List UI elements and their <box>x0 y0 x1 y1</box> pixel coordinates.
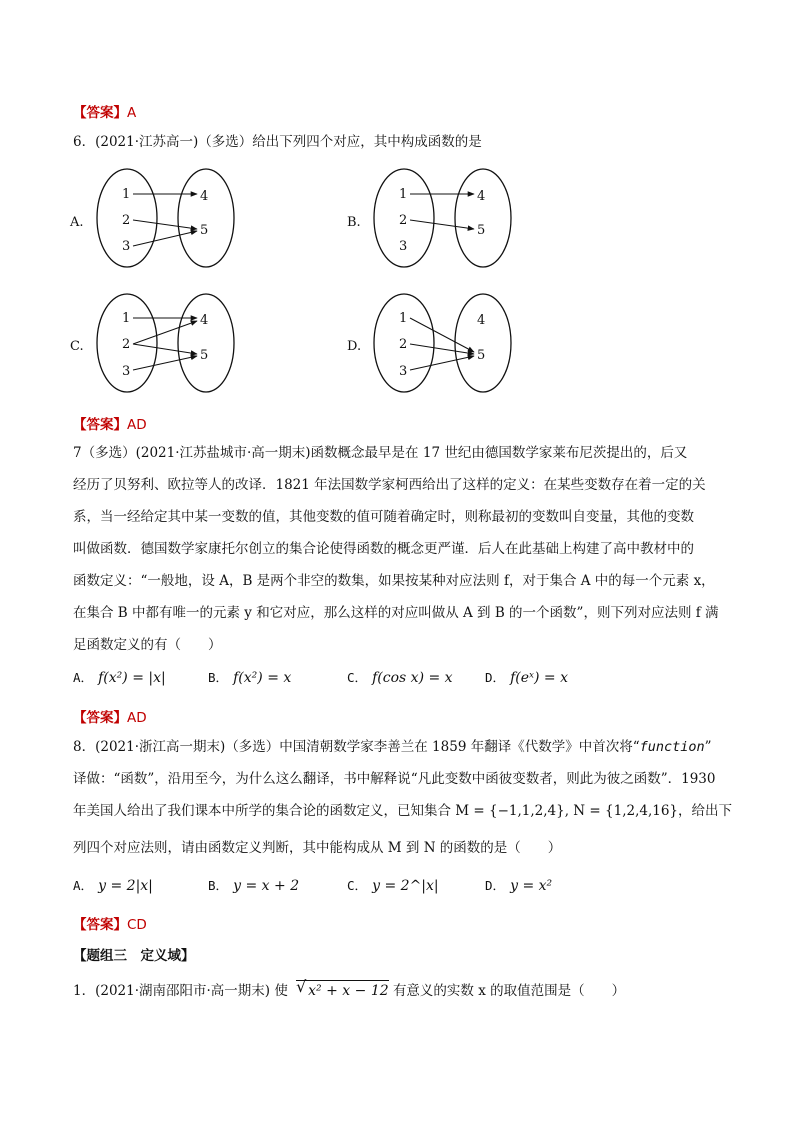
q8-line-3: 年美国人给出了我们课本中所学的集合论的函数定义，已知集合 M = {−1,1,2,4}, N = {1,2,4,16}，给出下 <box>73 803 733 819</box>
c-left-1: 1 <box>122 311 131 326</box>
option-label: D． <box>485 878 506 893</box>
q7-option-d <box>485 667 568 686</box>
diagram-a-label: A. <box>70 215 84 230</box>
option-label: D． <box>485 670 506 685</box>
q1-sqrt <box>296 977 389 1001</box>
q8-line-1 <box>73 737 712 757</box>
answer-value: AD <box>127 710 147 726</box>
a-right-4: 4 <box>200 189 209 204</box>
q1-radicand: x² + x − 12 <box>308 983 389 999</box>
d-left-2: 2 <box>399 337 408 352</box>
q8-line-1-close: ” <box>704 739 712 755</box>
c-right-5: 5 <box>200 348 209 363</box>
option-expr: y = x + 2 <box>233 878 300 894</box>
option-label: A． <box>73 670 94 685</box>
diagram-b-label: B. <box>347 215 361 230</box>
diagram-d <box>347 294 511 392</box>
q7-line-6: 在集合 B 中都有唯一的元素 y 和它对应，那么这样的对应叫做从 A 到 B 的一个函数”，则下列对应法则 f 满 <box>73 605 719 621</box>
answer-line-q7 <box>73 706 147 726</box>
q8-function-word: function <box>639 739 705 755</box>
section-title: 【题组三 定义域】 <box>73 948 195 964</box>
option-label: B． <box>208 878 229 893</box>
option-label: C． <box>347 878 368 893</box>
answer-tag: 【答案】 <box>73 710 127 726</box>
a-left-1: 1 <box>122 187 131 202</box>
answer-tag: 【答案】 <box>73 917 127 933</box>
option-label: B． <box>208 670 229 685</box>
q7-option-a <box>73 667 166 686</box>
d-right-4: 4 <box>477 313 486 328</box>
sqrt-icon: √ <box>296 977 307 996</box>
d-right-5: 5 <box>477 348 486 363</box>
q8-option-b <box>208 875 299 894</box>
q8-option-d <box>485 875 552 894</box>
option-expr: f(x²) = |x| <box>98 670 166 686</box>
b-right-4: 4 <box>477 189 486 204</box>
option-expr: y = 2|x| <box>98 878 153 894</box>
q8-option-a <box>73 875 153 894</box>
answer-line-q8 <box>73 913 147 933</box>
b-left-2: 2 <box>399 213 408 228</box>
q7-line-1: 7（多选）(2021·江苏盐城市·高一期末)函数概念最早是在 17 世纪由德国数学家莱布尼茨提出的，后又 <box>73 445 688 461</box>
answer-value: A <box>127 105 137 121</box>
d-left-1: 1 <box>399 311 408 326</box>
q6-stem: 6．(2021·江苏高一)（多选）给出下列四个对应，其中构成函数的是 <box>73 134 482 150</box>
diagram-c-label: C. <box>70 339 84 354</box>
option-label: A． <box>73 878 94 893</box>
option-expr: y = 2^|x| <box>372 878 439 894</box>
answer-value: CD <box>127 917 147 933</box>
diagram-a <box>69 169 234 267</box>
option-expr: y = x² <box>510 878 553 894</box>
q8-option-c <box>347 875 439 894</box>
c-left-3: 3 <box>122 364 131 379</box>
q8-line-1-text: 8．(2021·浙江高一期末)（多选）中国清朝数学家李善兰在 1859 年翻译《代数学》中首次将“ <box>73 739 640 755</box>
diagram-d-label: D. <box>347 339 362 354</box>
option-expr: f(cos x) = x <box>372 670 453 686</box>
q7-option-c <box>347 667 453 686</box>
q7-option-b <box>208 667 291 686</box>
c-right-4: 4 <box>200 313 209 328</box>
q7-line-4: 叫做函数．德国数学家康托尔创立的集合论使得函数的概念更严谨．后人在此基础上构建了高中教材中的 <box>73 541 694 557</box>
c-left-2: 2 <box>122 337 131 352</box>
a-right-5: 5 <box>200 223 209 238</box>
option-expr: f(eˣ) = x <box>510 670 569 686</box>
b-left-1: 1 <box>399 187 408 202</box>
answer-tag: 【答案】 <box>73 105 127 121</box>
q1-post-text: 有意义的实数 x 的取值范围是（ ） <box>392 983 626 999</box>
b-right-5: 5 <box>477 223 486 238</box>
a-left-3: 3 <box>122 239 131 254</box>
a-left-2: 2 <box>122 213 131 228</box>
answer-line-q5 <box>73 101 136 121</box>
q1-pre-text: 1．(2021·湖南邵阳市·高一期末) 使 <box>73 983 288 999</box>
q7-line-7: 足函数定义的有（ ） <box>73 637 222 653</box>
d-left-3: 3 <box>399 364 408 379</box>
answer-line-q6 <box>73 413 147 433</box>
q8-line-4: 列四个对应法则，请由函数定义判断，其中能构成从 M 到 N 的函数的是（ ） <box>73 840 562 856</box>
q7-line-5: 函数定义：“一般地，设 A，B 是两个非空的数集，如果按某种对应法则 f，对于集合 A 中的每一个元素 x， <box>73 573 715 589</box>
q7-line-2: 经历了贝努利、欧拉等人的改译．1821 年法国数学家柯西给出了这样的定义：在某些变数存在着一定的关 <box>73 477 706 493</box>
answer-value: AD <box>127 417 147 433</box>
q8-line-2: 译做：“函数”，沿用至今，为什么这么翻译，书中解释说“凡此变数中函彼变数者，则此为彼之函数”．1930 <box>73 771 716 787</box>
b-left-3: 3 <box>399 239 408 254</box>
option-expr: f(x²) = x <box>233 670 292 686</box>
diagram-b <box>347 169 511 267</box>
option-label: C． <box>347 670 368 685</box>
answer-tag: 【答案】 <box>73 417 127 433</box>
q7-line-3: 系，当一经给定其中某一变数的值，其他变数的值可随着确定时，则称最初的变数叫自变量，其他的变数 <box>73 509 694 525</box>
q1-stem <box>73 977 626 1001</box>
q6-mapping-diagrams <box>60 158 620 408</box>
diagram-c <box>70 294 234 392</box>
